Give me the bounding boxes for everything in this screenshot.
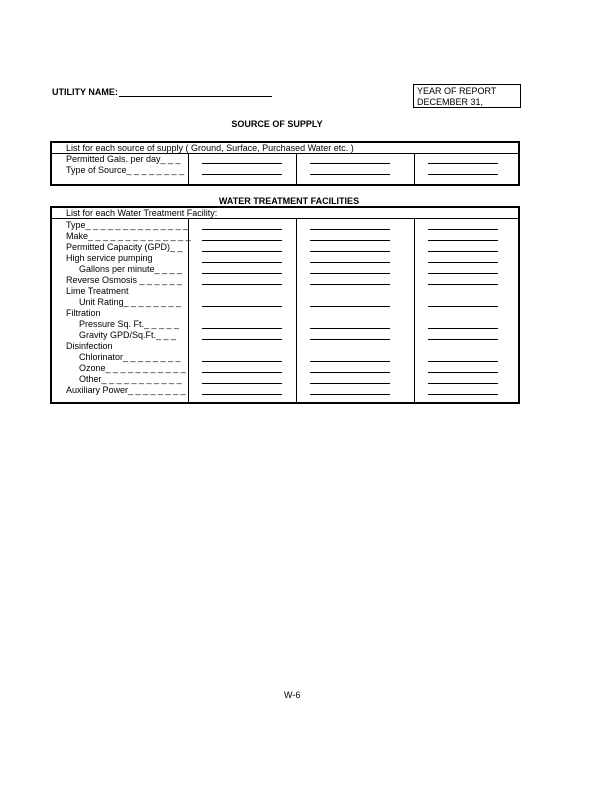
blank-reverse-osmosis[interactable]	[202, 284, 282, 285]
blank-chlorinator[interactable]	[428, 361, 498, 362]
blank-ozone[interactable]	[428, 372, 498, 373]
source-blank[interactable]	[202, 174, 282, 175]
blank-permitted-capacity[interactable]	[310, 251, 390, 252]
row-filtration: Filtration	[66, 308, 101, 318]
blank-pressure[interactable]	[428, 328, 498, 329]
source-row-permitted: Permitted Gals. per day_ _ _	[66, 154, 181, 164]
blank-ozone[interactable]	[202, 372, 282, 373]
row-chlorinator: Chlorinator_ _ _ _ _ _ _ _	[79, 352, 181, 362]
row-unit-rating: Unit Rating_ _ _ _ _ _ _ _	[79, 297, 182, 307]
blank-other[interactable]	[202, 383, 282, 384]
water-col-divider-2	[296, 218, 297, 402]
blank-permitted-capacity[interactable]	[202, 251, 282, 252]
row-ozone: Ozone_ _ _ _ _ _ _ _ _ _ _	[79, 363, 186, 373]
source-blank[interactable]	[428, 174, 498, 175]
row-auxiliary-power: Auxiliary Power_ _ _ _ _ _ _ _	[66, 385, 186, 395]
blank-reverse-osmosis[interactable]	[428, 284, 498, 285]
source-of-supply-title: SOURCE OF SUPPLY	[231, 119, 323, 129]
source-col-divider-2	[296, 153, 297, 184]
blank-make[interactable]	[428, 240, 498, 241]
source-col-divider-1	[188, 153, 189, 184]
source-col-divider-3	[414, 153, 415, 184]
water-col-divider-3	[414, 218, 415, 402]
utility-name-label: UTILITY NAME:	[52, 87, 118, 97]
blank-auxiliary-power[interactable]	[202, 394, 282, 395]
water-treatment-table	[50, 206, 520, 404]
blank-other[interactable]	[428, 383, 498, 384]
source-blank[interactable]	[310, 174, 390, 175]
source-blank[interactable]	[310, 163, 390, 164]
water-col-divider-1	[188, 218, 189, 402]
blank-high-service[interactable]	[202, 262, 282, 263]
blank-type[interactable]	[202, 229, 282, 230]
blank-chlorinator[interactable]	[310, 361, 390, 362]
utility-name-field[interactable]	[119, 96, 272, 97]
source-row-type: Type of Source_ _ _ _ _ _ _ _	[66, 165, 185, 175]
water-header-divider	[52, 218, 518, 219]
year-of-report-label: YEAR OF REPORT	[417, 86, 497, 96]
source-blank[interactable]	[428, 163, 498, 164]
blank-gallons[interactable]	[202, 273, 282, 274]
blank-pressure[interactable]	[310, 328, 390, 329]
row-high-service-pumping: High service pumping	[66, 253, 153, 263]
blank-auxiliary-power[interactable]	[310, 394, 390, 395]
row-gallons-per-minute: Gallons per minute_ _ _ _	[79, 264, 183, 274]
blank-type[interactable]	[310, 229, 390, 230]
source-instruction: List for each source of supply ( Ground, Surface, Purchased Water etc. )	[66, 143, 354, 153]
blank-pressure[interactable]	[202, 328, 282, 329]
row-pressure: Pressure Sq. Ft._ _ _ _ _	[79, 319, 180, 329]
blank-gallons[interactable]	[310, 273, 390, 274]
blank-gravity[interactable]	[310, 339, 390, 340]
blank-permitted-capacity[interactable]	[428, 251, 498, 252]
blank-chlorinator[interactable]	[202, 361, 282, 362]
year-of-report-box	[413, 84, 521, 108]
blank-make[interactable]	[202, 240, 282, 241]
source-blank[interactable]	[202, 163, 282, 164]
blank-gravity[interactable]	[202, 339, 282, 340]
blank-unit-rating[interactable]	[428, 306, 498, 307]
december-label: DECEMBER 31,	[417, 97, 484, 107]
blank-auxiliary-power[interactable]	[428, 394, 498, 395]
blank-unit-rating[interactable]	[310, 306, 390, 307]
water-treatment-instruction: List for each Water Treatment Facility:	[66, 208, 218, 218]
blank-reverse-osmosis[interactable]	[310, 284, 390, 285]
row-lime-treatment: Lime Treatment	[66, 286, 129, 296]
blank-make[interactable]	[310, 240, 390, 241]
blank-high-service[interactable]	[310, 262, 390, 263]
blank-high-service[interactable]	[428, 262, 498, 263]
row-permitted-capacity: Permitted Capacity (GPD)_ _	[66, 242, 183, 252]
blank-type[interactable]	[428, 229, 498, 230]
source-of-supply-table	[50, 141, 520, 186]
blank-gravity[interactable]	[428, 339, 498, 340]
row-type: Type_ _ _ _ _ _ _ _ _ _ _ _ _ _	[66, 220, 189, 230]
blank-other[interactable]	[310, 383, 390, 384]
row-make: Make_ _ _ _ _ _ _ _ _ _ _ _ _ _	[66, 231, 191, 241]
page-number: W-6	[284, 690, 301, 700]
row-reverse-osmosis: Reverse Osmosis _ _ _ _ _ _	[66, 275, 183, 285]
blank-gallons[interactable]	[428, 273, 498, 274]
row-gravity: Gravity GPD/Sq.Ft._ _ _	[79, 330, 177, 340]
blank-ozone[interactable]	[310, 372, 390, 373]
row-other: Other_ _ _ _ _ _ _ _ _ _ _	[79, 374, 182, 384]
blank-unit-rating[interactable]	[202, 306, 282, 307]
water-treatment-title: WATER TREATMENT FACILITIES	[218, 196, 360, 206]
row-disinfection: Disinfection	[66, 341, 113, 351]
